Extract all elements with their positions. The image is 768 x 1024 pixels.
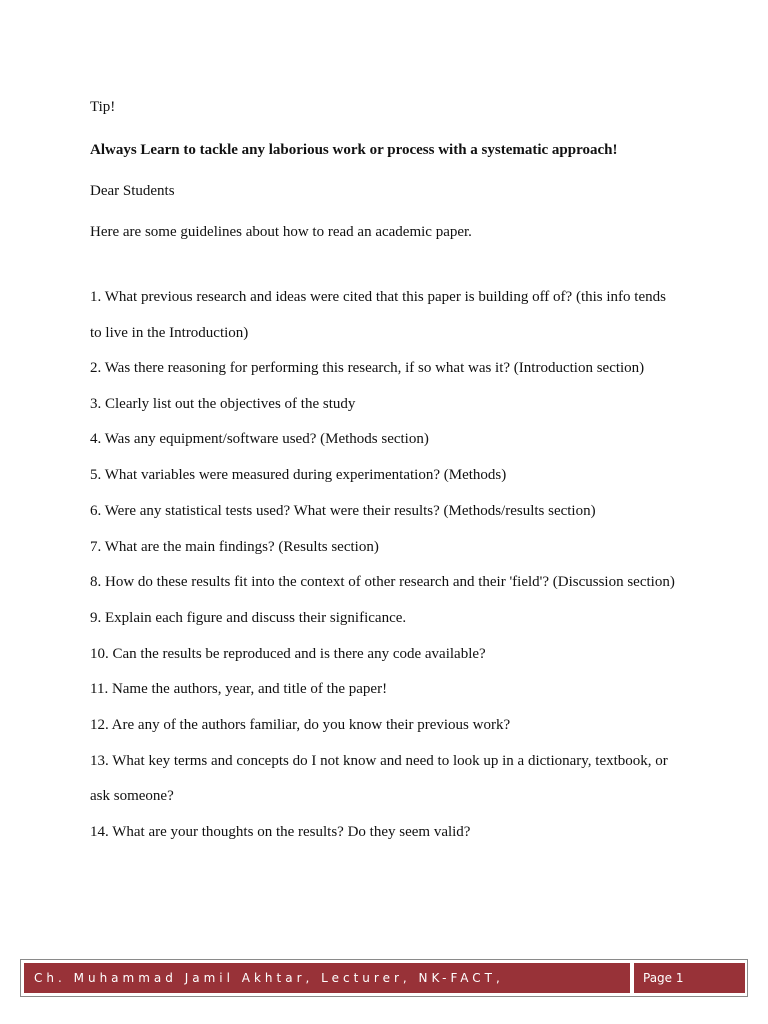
- list-item: 4. Was any equipment/software used? (Methods section): [90, 431, 429, 447]
- intro-text: Here are some guidelines about how to read an academic paper.: [90, 224, 472, 240]
- list-item: 13. What key terms and concepts do I not know and need to look up in a dictionary, textbook, or: [90, 753, 668, 769]
- list-item: 11. Name the authors, year, and title of the paper!: [90, 681, 388, 697]
- list-item: 9. Explain each figure and discuss their significance.: [90, 610, 407, 626]
- footer-page-number: Page 1: [634, 963, 745, 993]
- list-item: ask someone?: [90, 788, 174, 804]
- list-item: 1. What previous research and ideas were cited that this paper is building off of? (this info tends: [90, 289, 666, 305]
- footer-author: Ch. Muhammad Jamil Akhtar, Lecturer, NK-FACT,: [24, 963, 630, 993]
- greeting: Dear Students: [90, 183, 175, 199]
- list-item: 10. Can the results be reproduced and is there any code available?: [90, 646, 486, 662]
- list-item: 3. Clearly list out the objectives of the study: [90, 396, 356, 412]
- list-item: to live in the Introduction): [90, 325, 249, 341]
- list-item: 7. What are the main findings? (Results section): [90, 539, 379, 555]
- list-item: 5. What variables were measured during experimentation? (Methods): [90, 467, 507, 483]
- list-item: 2. Was there reasoning for performing this research, if so what was it? (Introduction section): [90, 360, 645, 376]
- page-footer: [20, 959, 748, 997]
- list-item: 14. What are your thoughts on the results? Do they seem valid?: [90, 824, 471, 840]
- headline: Always Learn to tackle any laborious work or process with a systematic approach!: [90, 142, 618, 158]
- list-item: 12. Are any of the authors familiar, do you know their previous work?: [90, 717, 511, 733]
- list-item: 8. How do these results fit into the context of other research and their 'field'? (Discussion section): [90, 574, 675, 590]
- tip-label: Tip!: [90, 99, 116, 115]
- list-item: 6. Were any statistical tests used? What were their results? (Methods/results section): [90, 503, 596, 519]
